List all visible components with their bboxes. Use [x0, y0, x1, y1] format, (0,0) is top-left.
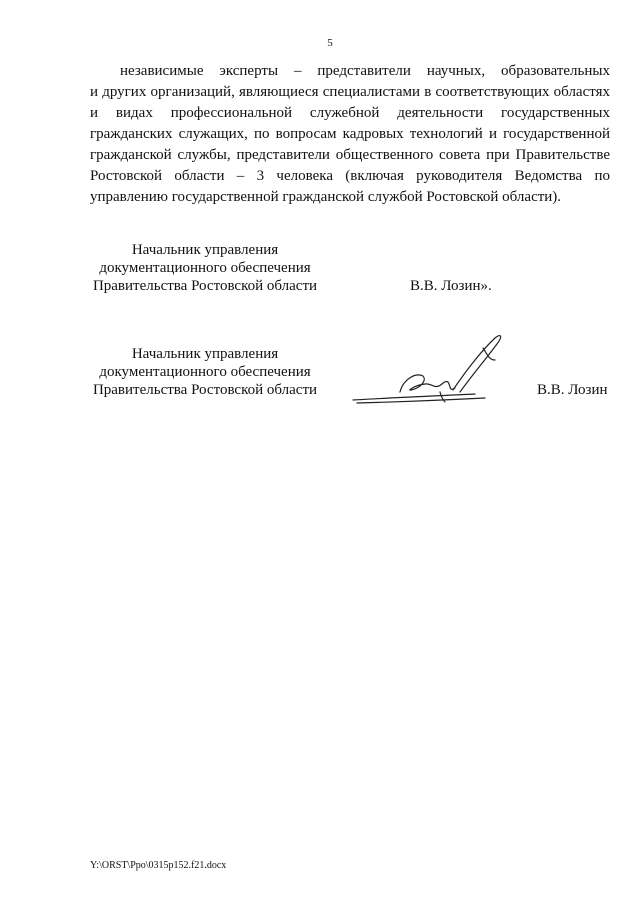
- signatory-name: В.В. Лозин».: [410, 278, 492, 294]
- signature-title-line: Правительства Ростовской области: [92, 382, 318, 398]
- file-path: Y:\ORST\Ppo\0315p152.f21.docx: [90, 860, 227, 871]
- signature-title-line: Правительства Ростовской области: [92, 278, 318, 294]
- signature-title-line: документационного обеспечения: [99, 260, 311, 276]
- body-paragraph: [90, 61, 610, 208]
- signature-title-line: Начальник управления: [131, 346, 279, 362]
- handwritten-signature: [345, 330, 515, 410]
- signature-title: [80, 345, 330, 399]
- signatory-name: В.В. Лозин: [537, 382, 608, 398]
- paragraph-text: и других организаций, являющиеся специалистами в соответствующих областях и видах профессиональной служебной деятельности государственных гражданских служащих, по вопросам кадровых технологий и государственной гражданской службы, представители общественного совета при Правительстве Ростовской области – 3 человека (включая руководителя Ведомства по управлению государственной гражданской службой Ростовской области).: [90, 84, 610, 205]
- signature-title-line: Начальник управления: [131, 242, 279, 258]
- paragraph-first-line: независимые эксперты – представители научных, образовательных: [120, 63, 610, 79]
- signature-title: [80, 241, 330, 295]
- signature-title-line: документационного обеспечения: [99, 364, 311, 380]
- page-number: 5: [327, 37, 333, 49]
